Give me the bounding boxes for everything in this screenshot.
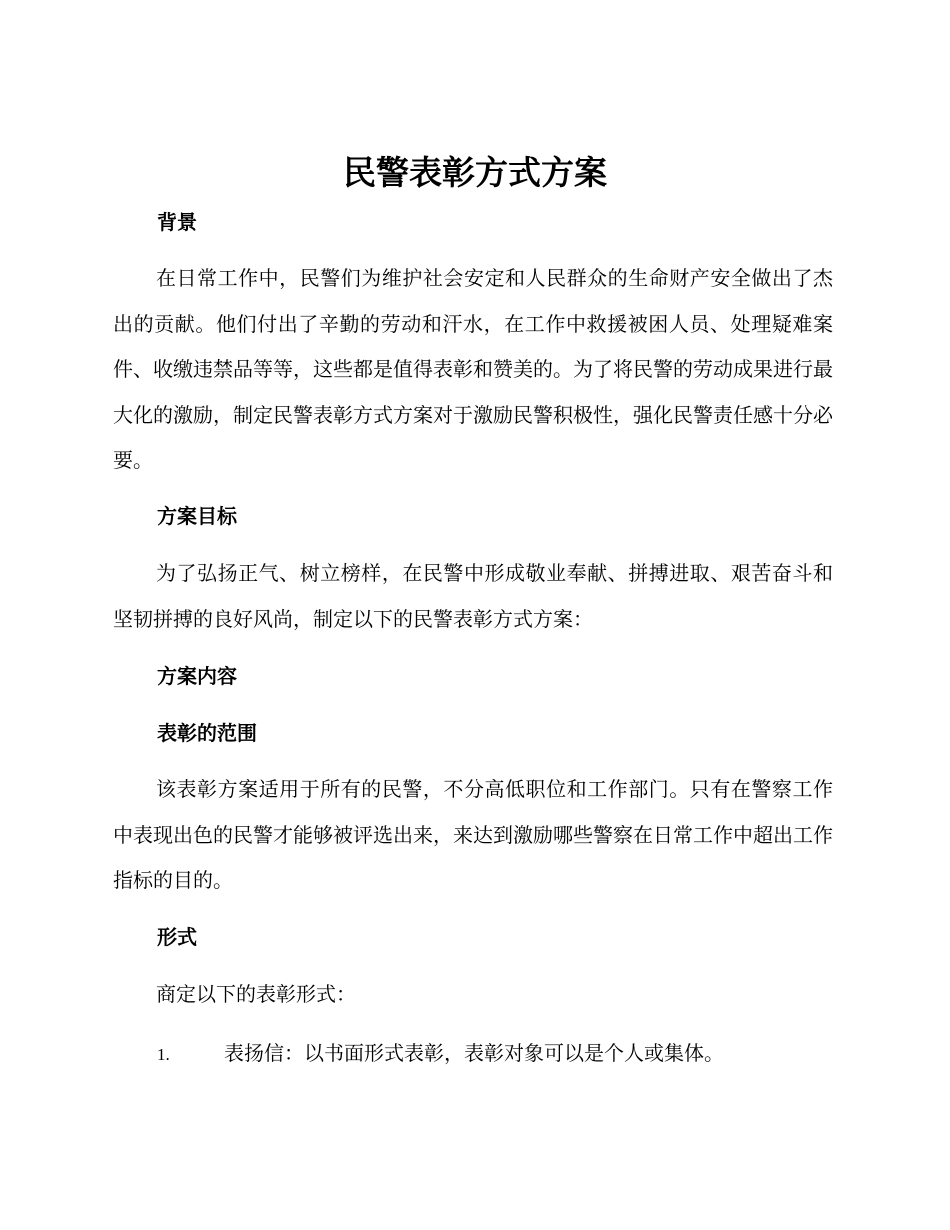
heading-content: 方案内容	[157, 664, 237, 688]
heading-form: 形式	[157, 925, 197, 949]
heading-background: 背景	[157, 210, 197, 234]
paragraph-background: 在日常工作中，民警们为维护社会安定和人民群众的生命财产安全做出了杰出的贡献。他们付出了辛勤的劳动和汗水，在工作中救援被困人员、处理疑难案件、收缴违禁品等等，这些都是值得表彰和赞美的。为了将民警的劳动成果进行最大化的激励，制定民警表彰方式方案对于激励民警积极性，强化民警责任感十分必要。	[113, 266, 833, 472]
list-item-text: 表扬信：以书面形式表彰，表彰对象可以是个人或集体。	[224, 1041, 724, 1065]
paragraph-form-intro: 商定以下的表彰形式：	[156, 982, 356, 1006]
paragraph-scope: 该表彰方案适用于所有的民警，不分高低职位和工作部门。只有在警察工作中表现出色的民警才能够被评选出来，来达到激励哪些警察在日常工作中超出工作指标的目的。	[113, 777, 833, 892]
document-title: 民警表彰方式方案	[343, 153, 607, 192]
list-item-number: 1.	[157, 1045, 170, 1064]
heading-goal: 方案目标	[157, 504, 237, 528]
paragraph-goal: 为了弘扬正气、树立榜样，在民警中形成敬业奉献、拼搏进取、艰苦奋斗和坚韧拼搏的良好风尚，制定以下的民警表彰方式方案：	[113, 561, 833, 631]
list-item	[157, 1036, 837, 1072]
heading-scope: 表彰的范围	[157, 721, 257, 745]
